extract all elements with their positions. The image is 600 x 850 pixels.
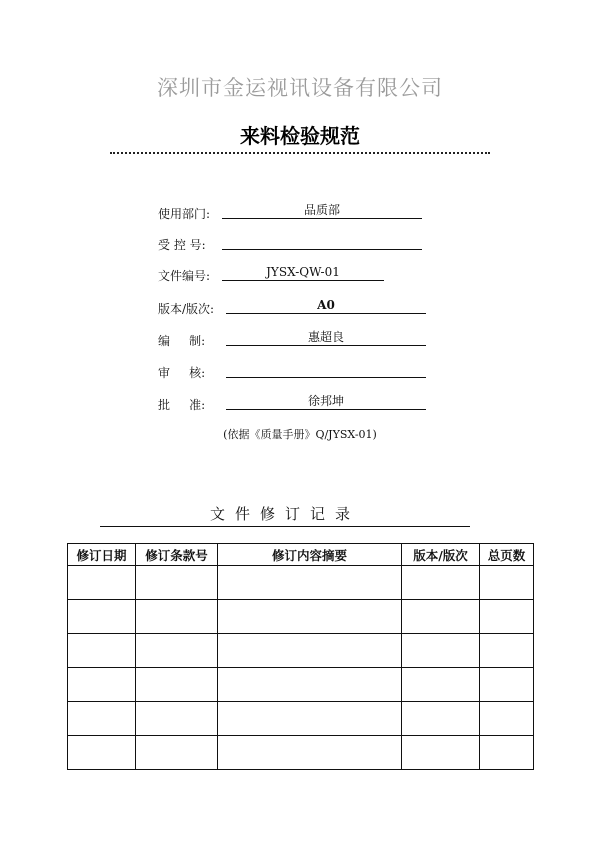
table-cell [68,634,136,668]
table-cell [402,634,480,668]
control-number-value [222,234,422,250]
department-label: 使用部门: [158,207,211,221]
table-cell [218,566,402,600]
table-cell [68,566,136,600]
table-cell [218,736,402,770]
table-cell [480,634,534,668]
table-cell [136,702,218,736]
column-header-revision-date: 修订日期 [68,544,136,566]
revision-table [67,543,534,770]
dotted-divider [110,152,490,154]
column-header-total-pages: 总页数 [480,544,534,566]
approved-by-label: 批 准: [158,398,206,412]
reviewed-by-label: 审 核: [158,366,206,380]
table-cell [402,736,480,770]
table-cell [402,668,480,702]
revision-record-title: 文件修订记录 [100,503,470,527]
revision-table-header [68,544,534,566]
version-value: A0 [226,298,426,314]
table-cell [218,668,402,702]
table-cell [136,634,218,668]
table-cell [136,566,218,600]
table-cell [136,600,218,634]
prepared-by-value: 惠超良 [226,330,426,346]
column-header-content-summary: 修订内容摘要 [218,544,402,566]
table-cell [68,702,136,736]
table-cell [480,600,534,634]
table-row [68,736,534,770]
table-row [68,600,534,634]
table-row [68,634,534,668]
basis-note: (依据《质量手册》Q/JYSX-01) [223,428,377,441]
file-number-label: 文件编号: [158,269,211,283]
table-cell [480,668,534,702]
control-number-label: 受 控 号: [158,238,206,252]
department-value: 品质部 [222,203,422,219]
table-row [68,702,534,736]
file-number-value: JYSX-QW-01 [222,265,384,281]
table-cell [218,600,402,634]
table-cell [136,668,218,702]
document-title: 来料检验规范 [240,124,360,148]
table-cell [218,634,402,668]
table-cell [68,736,136,770]
prepared-by-label: 编 制: [158,334,206,348]
table-cell [68,668,136,702]
column-header-clause-number: 修订条款号 [136,544,218,566]
table-cell [218,702,402,736]
table-cell [402,566,480,600]
table-cell [480,566,534,600]
table-row [68,566,534,600]
reviewed-by-value [226,362,426,378]
column-header-version: 版本/版次 [402,544,480,566]
table-row [68,668,534,702]
approved-by-value: 徐邦坤 [226,394,426,410]
table-cell [402,600,480,634]
company-name: 深圳市金运视讯设备有限公司 [157,76,443,100]
table-cell [68,600,136,634]
table-cell [136,736,218,770]
table-cell [480,702,534,736]
version-label: 版本/版次: [158,302,215,316]
table-cell [480,736,534,770]
table-cell [402,702,480,736]
